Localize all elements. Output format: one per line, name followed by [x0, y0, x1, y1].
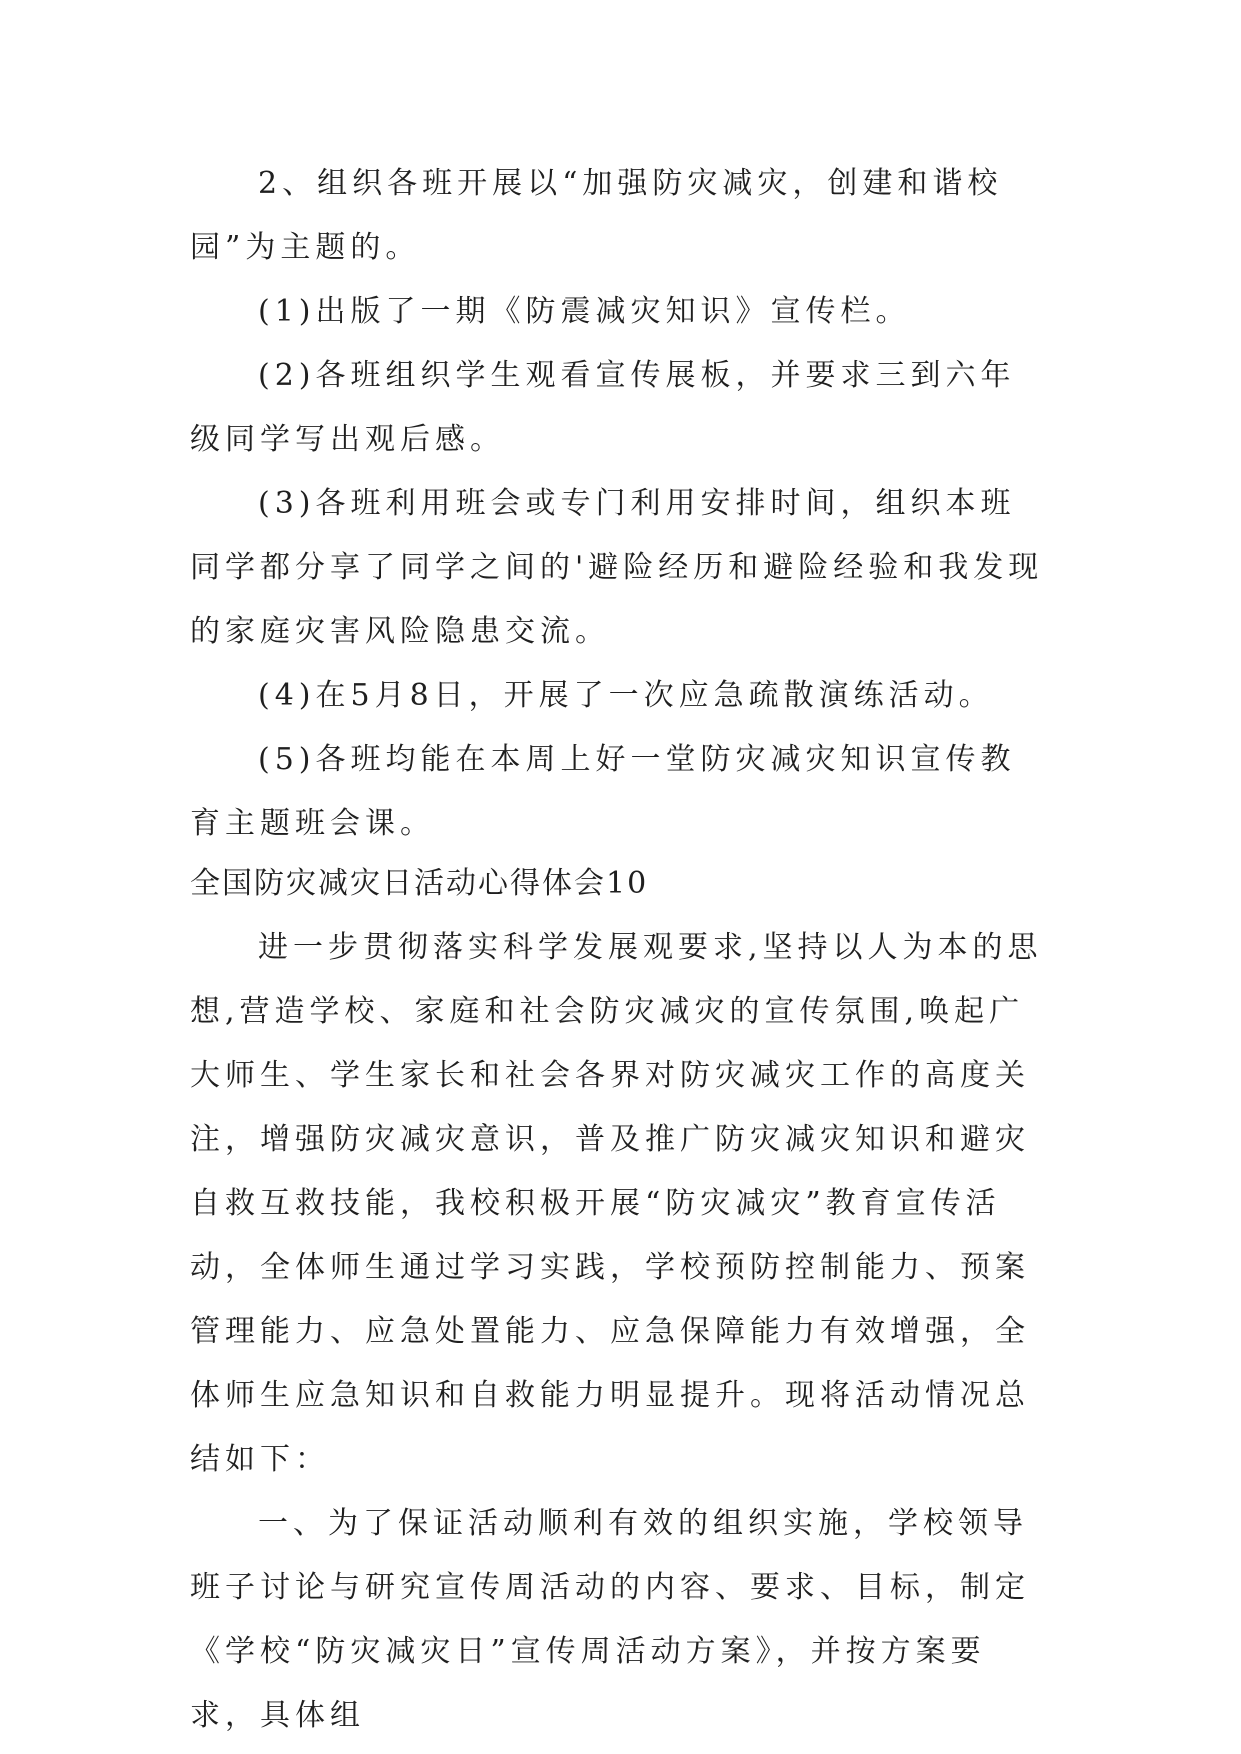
paragraph: (5)各班均能在本周上好一堂防灾减灾知识宣传教育主题班会课。: [190, 742, 1016, 841]
paragraph: 2、组织各班开展以“加强防灾减灾，创建和谐校园”为主题的。: [190, 166, 1003, 265]
paragraph: (1)出版了一期《防震减灾知识》宣传栏。: [258, 294, 911, 329]
paragraph: 一、为了保证活动顺利有效的组织实施，学校领导班子讨论与研究宣传周活动的内容、要求、目标，制定《学校“防灾减灾日”宣传周活动方案》，并按方案要求，具体组: [190, 1506, 1030, 1733]
paragraph: (2)各班组织学生观看宣传展板，并要求三到六年级同学写出观后感。: [190, 358, 1016, 457]
paragraph: (4)在5月8日，开展了一次应急疏散演练活动。: [258, 678, 994, 713]
paragraph: 进一步贯彻落实科学发展观要求,坚持以人为本的思想,营造学校、家庭和社会防灾减灾的宣传氛围,唤起广大师生、学生家长和社会各界对防灾减灾工作的高度关注，增强防灾减灾意识，普及推广防灾减灾知识和避灾自救互救技能，我校积极开展“防灾减灾”教育宣传活动，全体师生通过学习实践，学校预防控制能力、预案管理能力、应急处置能力、应急保障能力有效增强，全体师生应急知识和自救能力明显提升。现将活动情况总结如下：: [190, 930, 1043, 1477]
section-heading: 全国防灾减灾日活动心得体会10: [190, 866, 649, 901]
paragraph: (3)各班利用班会或专门利用安排时间，组织本班同学都分享了同学之间的'避险经历和避险经验和我发现的家庭灾害风险隐患交流。: [190, 486, 1044, 649]
section-1: [190, 152, 1050, 856]
section-2: [190, 852, 1050, 1748]
